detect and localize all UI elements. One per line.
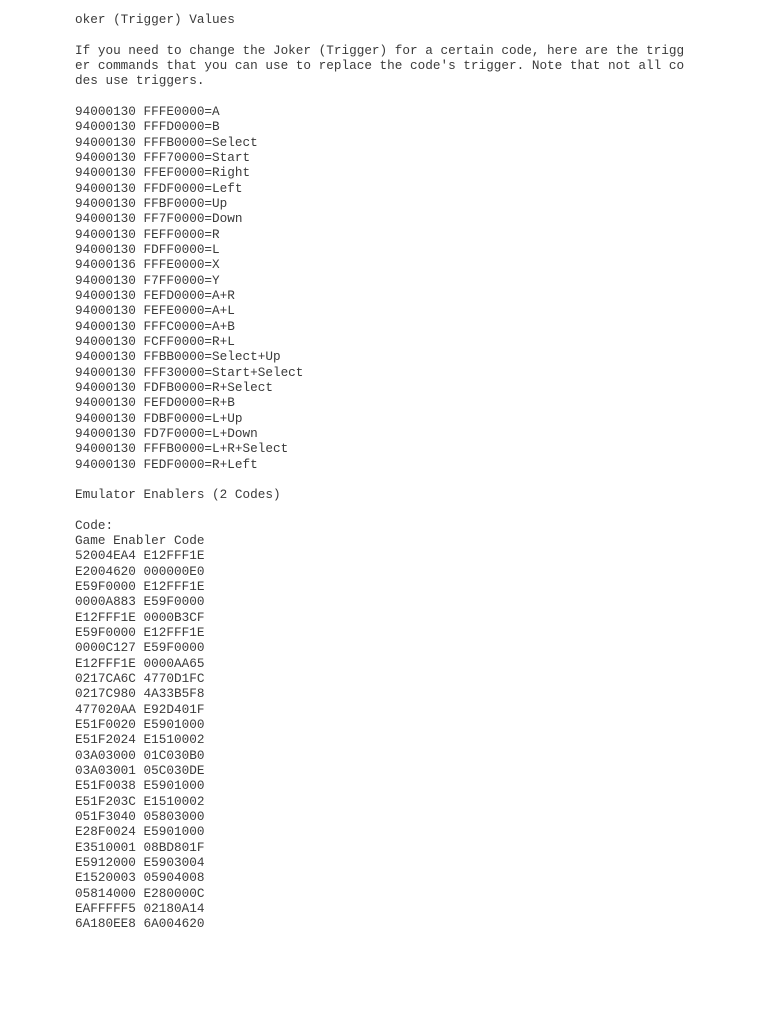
trigger-code-line: 94000136 FFFE0000=X bbox=[75, 257, 220, 273]
enabler-title: Game Enabler Code bbox=[75, 533, 205, 549]
enabler-code-line: 477020AA E92D401F bbox=[75, 701, 205, 717]
enabler-code-line: 0217CA6C 4770D1FC bbox=[75, 671, 205, 687]
trigger-code-line: 94000130 FCFF0000=R+L bbox=[75, 333, 235, 349]
spacer bbox=[75, 89, 755, 104]
enabler-code-line: E5912000 E5903004 bbox=[75, 855, 205, 871]
trigger-code-line: 94000130 FFFD0000=B bbox=[75, 119, 220, 135]
enablers-heading: Emulator Enablers (2 Codes) bbox=[75, 487, 281, 503]
trigger-code-line: 94000130 FFBB0000=Select+Up bbox=[75, 349, 281, 365]
enabler-code-line: E1520003 05904008 bbox=[75, 870, 205, 886]
trigger-code-line: 94000130 FFFC0000=A+B bbox=[75, 318, 235, 334]
trigger-code-line: 94000130 FEFF0000=R bbox=[75, 226, 220, 242]
enabler-code-line: EAFFFFF5 02180A14 bbox=[75, 901, 205, 917]
document-title: oker (Trigger) Values bbox=[75, 12, 235, 27]
trigger-code-line: 94000130 FFDF0000=Left bbox=[75, 180, 243, 196]
trigger-code-line: 94000130 FFFE0000=A bbox=[75, 103, 220, 119]
enabler-code-line: E12FFF1E 0000AA65 bbox=[75, 655, 205, 671]
trigger-code-line: 94000130 FFFB0000=Select bbox=[75, 134, 258, 150]
enabler-code-line: E51F0038 E5901000 bbox=[75, 778, 205, 794]
spacer bbox=[75, 27, 755, 42]
trigger-code-line: 94000130 F7FF0000=Y bbox=[75, 272, 220, 288]
intro-line: If you need to change the Joker (Trigger) for a certain code, here are the trigg bbox=[75, 42, 685, 58]
enabler-code-list bbox=[75, 548, 755, 931]
document-page bbox=[75, 12, 755, 932]
spacer bbox=[75, 503, 755, 518]
trigger-list bbox=[75, 104, 755, 472]
trigger-code-line: 94000130 FFBF0000=Up bbox=[75, 195, 228, 211]
trigger-code-line: 94000130 FD7F0000=L+Down bbox=[75, 425, 258, 441]
trigger-code-line: 94000130 FF7F0000=Down bbox=[75, 211, 243, 227]
enabler-code-line: E59F0000 E12FFF1E bbox=[75, 579, 205, 595]
trigger-code-line: 94000130 FFF30000=Start+Select bbox=[75, 364, 304, 380]
intro-paragraph bbox=[75, 43, 755, 89]
trigger-code-line: 94000130 FEFD0000=R+B bbox=[75, 395, 235, 411]
trigger-code-line: 94000130 FEDF0000=R+Left bbox=[75, 456, 258, 472]
trigger-code-line: 94000130 FDFB0000=R+Select bbox=[75, 379, 273, 395]
code-label: Code: bbox=[75, 517, 114, 533]
intro-line: er commands that you can use to replace the code's trigger. Note that not all co bbox=[75, 57, 685, 73]
trigger-code-line: 94000130 FEFE0000=A+L bbox=[75, 303, 235, 319]
enabler-code-line: E3510001 08BD801F bbox=[75, 839, 205, 855]
enabler-code-line: 03A03000 01C030B0 bbox=[75, 747, 205, 763]
spacer bbox=[75, 472, 755, 487]
enabler-code-line: 051F3040 05803000 bbox=[75, 809, 205, 825]
trigger-code-line: 94000130 FFF70000=Start bbox=[75, 149, 251, 165]
enabler-code-line: E28F0024 E5901000 bbox=[75, 824, 205, 840]
enabler-code-line: E2004620 000000E0 bbox=[75, 563, 205, 579]
enabler-code-line: E51F2024 E1510002 bbox=[75, 732, 205, 748]
trigger-code-line: 94000130 FDBF0000=L+Up bbox=[75, 410, 243, 426]
trigger-code-line: 94000130 FDFF0000=L bbox=[75, 241, 220, 257]
enabler-code-line: E51F0020 E5901000 bbox=[75, 717, 205, 733]
enabler-code-line: E12FFF1E 0000B3CF bbox=[75, 609, 205, 625]
intro-line: des use triggers. bbox=[75, 73, 205, 89]
enabler-code-line: E51F203C E1510002 bbox=[75, 793, 205, 809]
enabler-code-line: 6A180EE8 6A004620 bbox=[75, 916, 205, 932]
enabler-code-line: 03A03001 05C030DE bbox=[75, 763, 205, 779]
enabler-code-line: 0000A883 E59F0000 bbox=[75, 594, 205, 610]
enabler-code-line: E59F0000 E12FFF1E bbox=[75, 625, 205, 641]
trigger-code-line: 94000130 FEFD0000=A+R bbox=[75, 287, 235, 303]
enabler-code-line: 52004EA4 E12FFF1E bbox=[75, 548, 205, 564]
enabler-code-line: 0217C980 4A33B5F8 bbox=[75, 686, 205, 702]
trigger-code-line: 94000130 FFEF0000=Right bbox=[75, 165, 251, 181]
trigger-code-line: 94000130 FFFB0000=L+R+Select bbox=[75, 441, 289, 457]
enabler-code-line: 0000C127 E59F0000 bbox=[75, 640, 205, 656]
enabler-code-line: 05814000 E280000C bbox=[75, 885, 205, 901]
